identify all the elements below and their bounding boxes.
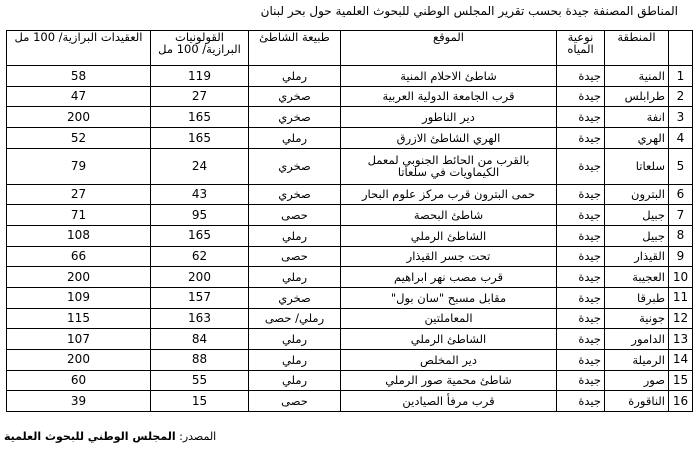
row-coliform: 119 <box>151 66 249 87</box>
table-row <box>7 246 693 267</box>
table-row <box>7 308 693 329</box>
row-quality: جيدة <box>557 349 605 370</box>
row-index: 11 <box>669 287 693 308</box>
row-coliform: 165 <box>151 107 249 128</box>
row-nature: رملي <box>249 127 341 148</box>
row-coliform: 165 <box>151 225 249 246</box>
row-quality: جيدة <box>557 287 605 308</box>
row-region: طرابلس <box>605 86 669 107</box>
row-coliform: 15 <box>151 391 249 412</box>
table-row <box>7 127 693 148</box>
table-row <box>7 86 693 107</box>
row-nature: صخري <box>249 86 341 107</box>
source-org: المجلس الوطني للبحوث العلمية <box>4 430 176 443</box>
row-coliform: 55 <box>151 370 249 391</box>
row-nature: رملي <box>249 329 341 350</box>
row-quality: جيدة <box>557 370 605 391</box>
row-site: الشاطئ الرملي <box>341 329 557 350</box>
table-row <box>7 205 693 226</box>
row-enterococci: 58 <box>7 66 151 87</box>
row-quality: جيدة <box>557 329 605 350</box>
row-index: 12 <box>669 308 693 329</box>
table-row <box>7 184 693 205</box>
row-region: سلعاتا <box>605 148 669 184</box>
row-coliform: 62 <box>151 246 249 267</box>
row-nature: صخري <box>249 287 341 308</box>
row-index: 6 <box>669 184 693 205</box>
table-row <box>7 370 693 391</box>
table-row <box>7 349 693 370</box>
header-region: المنطقة <box>605 31 669 66</box>
row-nature: صخري <box>249 184 341 205</box>
row-index: 4 <box>669 127 693 148</box>
row-site: الهري الشاطئ الازرق <box>341 127 557 148</box>
row-enterococci: 60 <box>7 370 151 391</box>
row-enterococci: 108 <box>7 225 151 246</box>
row-site: حمى البترون قرب مركز علوم البحار <box>341 184 557 205</box>
row-coliform: 157 <box>151 287 249 308</box>
row-enterococci: 52 <box>7 127 151 148</box>
row-enterococci: 66 <box>7 246 151 267</box>
row-region: انفة <box>605 107 669 128</box>
row-nature: حصى <box>249 246 341 267</box>
row-nature: رملي <box>249 267 341 288</box>
row-region: جبيل <box>605 225 669 246</box>
row-enterococci: 47 <box>7 86 151 107</box>
row-region: جبيل <box>605 205 669 226</box>
row-region: طبرقا <box>605 287 669 308</box>
row-site: دير المخلص <box>341 349 557 370</box>
row-coliform: 200 <box>151 267 249 288</box>
row-enterococci: 200 <box>7 107 151 128</box>
row-enterococci: 109 <box>7 287 151 308</box>
row-quality: جيدة <box>557 205 605 226</box>
row-enterococci: 39 <box>7 391 151 412</box>
row-site: قرب مرفأ الصيادين <box>341 391 557 412</box>
row-quality: جيدة <box>557 184 605 205</box>
row-coliform: 24 <box>151 148 249 184</box>
row-enterococci: 200 <box>7 267 151 288</box>
row-site: تحت جسر القيذار <box>341 246 557 267</box>
table-row <box>7 287 693 308</box>
table-row <box>7 225 693 246</box>
table-row <box>7 107 693 128</box>
table-row <box>7 329 693 350</box>
row-index: 1 <box>669 66 693 87</box>
row-nature: رملي <box>249 349 341 370</box>
document-title: المناطق المصنفة جيدة بحسب تقرير المجلس الوطني للبحوث العلمية حول بحر لبنان <box>260 4 678 18</box>
row-quality: جيدة <box>557 391 605 412</box>
row-site: بالقرب من الحائط الجنوبي لمعمل الكيماويات في سلعاتا <box>341 148 557 184</box>
row-site: قرب الجامعة الدولية العربية <box>341 86 557 107</box>
row-region: الهري <box>605 127 669 148</box>
row-index: 16 <box>669 391 693 412</box>
row-enterococci: 115 <box>7 308 151 329</box>
table-row <box>7 66 693 87</box>
row-site: مقابل مسبح "سان بول" <box>341 287 557 308</box>
header-row <box>7 31 693 66</box>
row-quality: جيدة <box>557 127 605 148</box>
source-note <box>4 430 216 443</box>
row-index: 9 <box>669 246 693 267</box>
row-nature: رملي <box>249 66 341 87</box>
table-row <box>7 267 693 288</box>
row-site: قرب مصب نهر ابراهيم <box>341 267 557 288</box>
row-enterococci: 79 <box>7 148 151 184</box>
row-region: الناقورة <box>605 391 669 412</box>
row-index: 2 <box>669 86 693 107</box>
table-row <box>7 391 693 412</box>
row-index: 13 <box>669 329 693 350</box>
row-nature: صخري <box>249 107 341 128</box>
row-quality: جيدة <box>557 66 605 87</box>
row-nature: صخري <box>249 148 341 184</box>
row-quality: جيدة <box>557 246 605 267</box>
row-region: القيذار <box>605 246 669 267</box>
row-index: 14 <box>669 349 693 370</box>
source-label: المصدر: <box>179 430 217 443</box>
row-site: دير الناطور <box>341 107 557 128</box>
row-region: البترون <box>605 184 669 205</box>
row-site: شاطئ محمية صور الرملي <box>341 370 557 391</box>
row-quality: جيدة <box>557 107 605 128</box>
row-site: شاطئ البحصة <box>341 205 557 226</box>
row-enterococci: 71 <box>7 205 151 226</box>
row-nature: حصى <box>249 391 341 412</box>
row-site: المعاملتين <box>341 308 557 329</box>
row-coliform: 95 <box>151 205 249 226</box>
row-nature: رملي <box>249 370 341 391</box>
row-enterococci: 27 <box>7 184 151 205</box>
row-region: الرميلة <box>605 349 669 370</box>
row-quality: جيدة <box>557 308 605 329</box>
row-region: العجيبة <box>605 267 669 288</box>
row-nature: رملي/ حصى <box>249 308 341 329</box>
row-region: الدامور <box>605 329 669 350</box>
row-site: الشاطئ الرملي <box>341 225 557 246</box>
row-site: شاطئ الاحلام المنية <box>341 66 557 87</box>
row-enterococci: 107 <box>7 329 151 350</box>
row-enterococci: 200 <box>7 349 151 370</box>
header-quality: نوعية المياه <box>557 31 605 66</box>
row-index: 7 <box>669 205 693 226</box>
row-coliform: 84 <box>151 329 249 350</box>
row-quality: جيدة <box>557 86 605 107</box>
row-quality: جيدة <box>557 148 605 184</box>
data-table <box>6 30 693 412</box>
row-coliform: 27 <box>151 86 249 107</box>
row-nature: رملي <box>249 225 341 246</box>
row-index: 8 <box>669 225 693 246</box>
row-coliform: 165 <box>151 127 249 148</box>
row-region: جونية <box>605 308 669 329</box>
table-row <box>7 148 693 184</box>
header-index <box>669 31 693 66</box>
header-site: الموقع <box>341 31 557 66</box>
row-quality: جيدة <box>557 267 605 288</box>
row-coliform: 43 <box>151 184 249 205</box>
table-body <box>7 66 693 412</box>
row-quality: جيدة <box>557 225 605 246</box>
header-enterococci: العقيدات البرازية/ 100 مل <box>7 31 151 66</box>
row-coliform: 163 <box>151 308 249 329</box>
row-index: 10 <box>669 267 693 288</box>
row-index: 3 <box>669 107 693 128</box>
row-index: 5 <box>669 148 693 184</box>
row-nature: حصى <box>249 205 341 226</box>
row-coliform: 88 <box>151 349 249 370</box>
header-coliform: القولونيات البرازية/ 100 مل <box>151 31 249 66</box>
header-nature: طبيعة الشاطئ <box>249 31 341 66</box>
row-region: المنية <box>605 66 669 87</box>
row-region: صور <box>605 370 669 391</box>
row-index: 15 <box>669 370 693 391</box>
